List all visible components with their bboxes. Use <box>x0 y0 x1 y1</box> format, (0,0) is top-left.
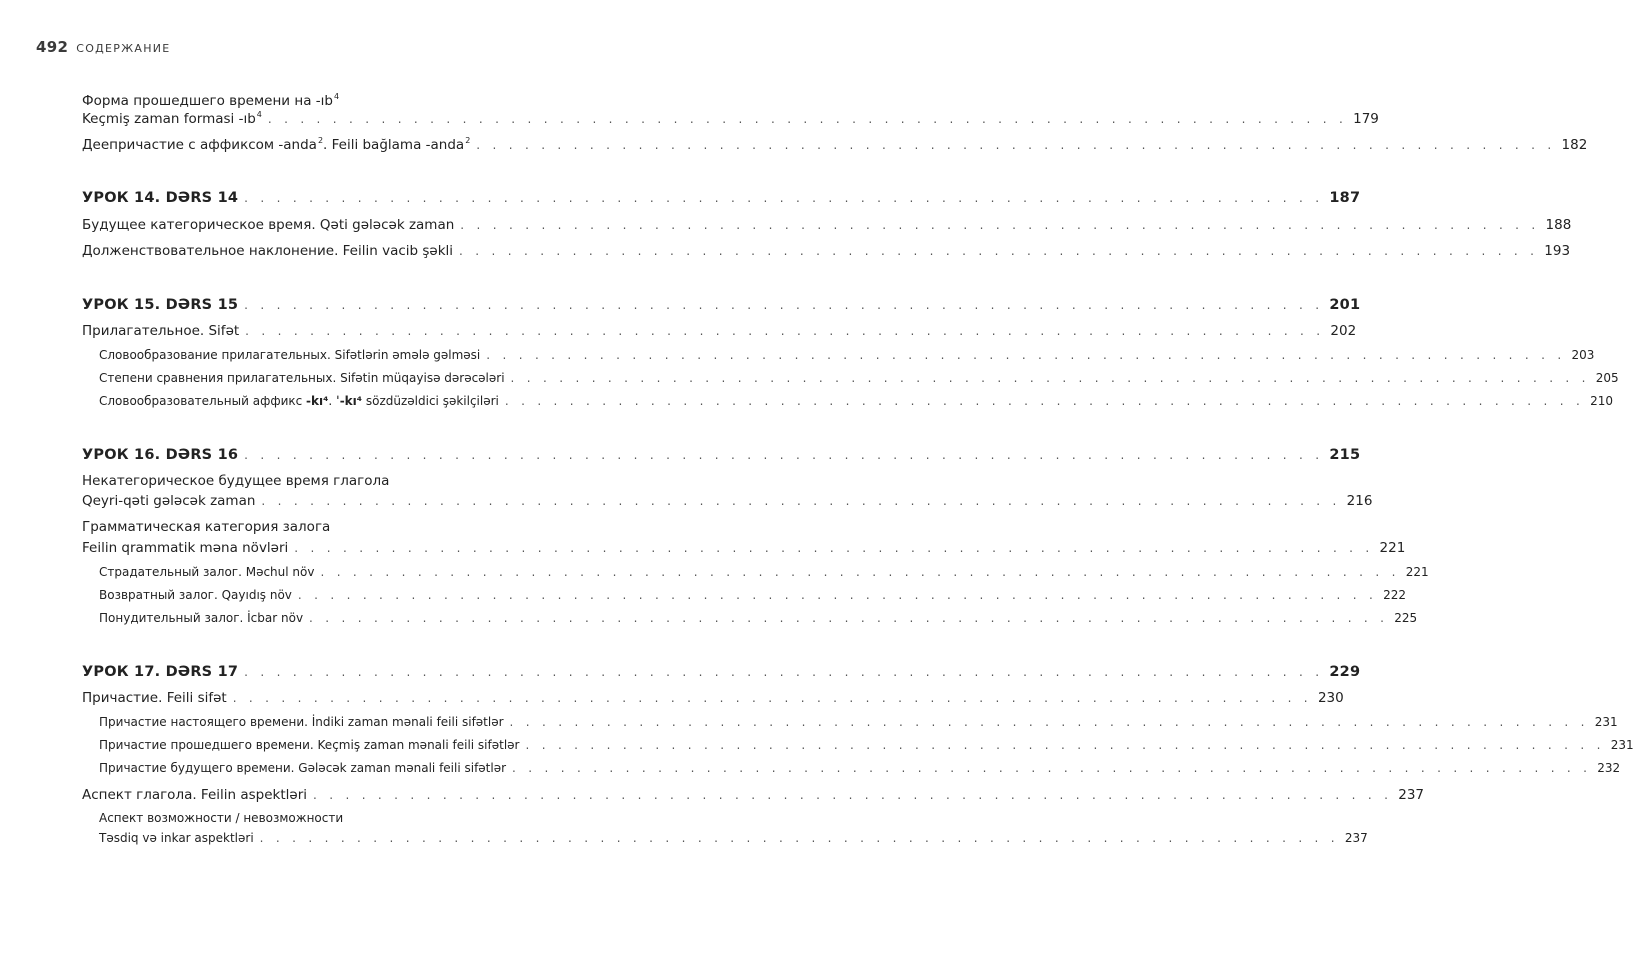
dot-leader: . . . . . . . . . . . . . . . . . . . . . . . . . . . . . . . . . . . . . . . . . . . . . . . . . . . . . . . . . . . . . . . . . . . <box>313 788 1393 802</box>
dot-leader: . . . . . . . . . . . . . . . . . . . . . . . . . . . . . . . . . . . . . . . . . . . . . . . . . . . . . . . . . . . . . . . . . . . <box>510 371 1590 385</box>
dot-leader: . . . . . . . . . . . . . . . . . . . . . . . . . . . . . . . . . . . . . . . . . . . . . . . . . . . . . . . . . . . . . . . . . . . <box>244 665 1324 679</box>
page-header <box>36 38 171 56</box>
toc-entry-label: Понудительный залог. İcbar növ <box>99 611 304 625</box>
toc-entry <box>82 537 1406 560</box>
dot-leader: . . . . . . . . . . . . . . . . . . . . . . . . . . . . . . . . . . . . . . . . . . . . . . . . . . . . . . . . . . . . . . . . . . . <box>309 611 1389 625</box>
toc-entry <box>82 134 1588 157</box>
dot-leader: . . . . . . . . . . . . . . . . . . . . . . . . . . . . . . . . . . . . . . . . . . . . . . . . . . . . . . . . . . . . . . . . . . . <box>297 588 1378 602</box>
dot-leader: . . . . . . . . . . . . . . . . . . . . . . . . . . . . . . . . . . . . . . . . . . . . . . . . . . . . . . . . . . . . . . . . . . . <box>460 218 1540 232</box>
toc-subentry <box>99 367 1619 390</box>
toc-subentry <box>99 607 1418 630</box>
toc-subentry <box>99 711 1618 734</box>
toc-page-number: 179 <box>1353 111 1379 127</box>
toc-entry-label: Причастие будущего времени. Gələcək zaman mənali feili sifətlər <box>99 761 507 775</box>
dot-leader: . . . . . . . . . . . . . . . . . . . . . . . . . . . . . . . . . . . . . . . . . . . . . . . . . . . . . . . . . . . . . . . . . . . <box>459 244 1539 258</box>
toc-entry <box>82 240 1571 263</box>
dot-leader: . . . . . . . . . . . . . . . . . . . . . . . . . . . . . . . . . . . . . . . . . . . . . . . . . . . . . . . . . . . . . . . . . . . <box>294 541 1374 555</box>
toc-entry-label: Степени сравнения прилагательных. Sifətin müqayisə dərəcələri <box>99 371 505 385</box>
dot-leader: . . . . . . . . . . . . . . . . . . . . . . . . . . . . . . . . . . . . . . . . . . . . . . . . . . . . . . . . . . . . . . . . . . . <box>244 191 1324 205</box>
dot-leader: . . . . . . . . . . . . . . . . . . . . . . . . . . . . . . . . . . . . . . . . . . . . . . . . . . . . . . . . . . . . . . . . . . . <box>509 715 1589 729</box>
dot-leader: . . . . . . . . . . . . . . . . . . . . . . . . . . . . . . . . . . . . . . . . . . . . . . . . . . . . . . . . . . . . . . . . . . . <box>244 298 1324 312</box>
toc-page-number: 205 <box>1595 371 1619 385</box>
dot-leader: . . . . . . . . . . . . . . . . . . . . . . . . . . . . . . . . . . . . . . . . . . . . . . . . . . . . . . . . . . . . . . . . . . . <box>525 738 1605 752</box>
toc-entry-label: Причастие настоящего времени. İndiki zaman mənali feili sifətlər <box>99 715 504 729</box>
toc-lesson-heading <box>82 294 1361 317</box>
dot-leader: . . . . . . . . . . . . . . . . . . . . . . . . . . . . . . . . . . . . . . . . . . . . . . . . . . . . . . . . . . . . . . . . . . . <box>259 831 1339 845</box>
toc-subentry <box>99 734 1634 757</box>
dot-leader: . . . . . . . . . . . . . . . . . . . . . . . . . . . . . . . . . . . . . . . . . . . . . . . . . . . . . . . . . . . . . . . . . . . <box>504 394 1585 408</box>
toc-subentry <box>99 561 1429 584</box>
toc-lesson-heading <box>82 444 1361 467</box>
toc-page-number: 215 <box>1329 447 1361 463</box>
toc-page-number: 202 <box>1330 323 1357 339</box>
toc-page-number: 231 <box>1594 715 1618 729</box>
toc-page-number: 232 <box>1597 761 1621 775</box>
toc-page-number: 221 <box>1405 565 1429 579</box>
dot-leader: . . . . . . . . . . . . . . . . . . . . . . . . . . . . . . . . . . . . . . . . . . . . . . . . . . . . . . . . . . . . . . . . . . . <box>320 565 1400 579</box>
toc-entry-label: Деепричастие с аффиксом -anda$^2$. Feili bağlama -anda$^2$ <box>82 136 471 153</box>
toc-page-number: 231 <box>1610 738 1634 752</box>
toc-page-number: 225 <box>1394 611 1418 625</box>
toc-entry-label: Страдательный залог. Məchul növ <box>99 565 315 579</box>
toc-entry-label: Некатегорическое будущее время глагола <box>82 473 390 489</box>
dot-leader: . . . . . . . . . . . . . . . . . . . . . . . . . . . . . . . . . . . . . . . . . . . . . . . . . . . . . . . . . . . . . . . . . . . <box>245 324 1325 338</box>
toc-page-number: 187 <box>1329 190 1361 206</box>
toc-subentry <box>99 390 1613 413</box>
toc-lesson-heading <box>82 661 1361 684</box>
toc-entry-label: Təsdiq və inkar aspektləri <box>99 831 254 845</box>
toc-entry-label: Qeyri-qəti gələcək zaman <box>82 493 256 509</box>
toc-page-number: 203 <box>1571 348 1595 362</box>
toc-entry <box>82 490 1373 513</box>
page-number: 492 <box>36 38 69 56</box>
toc-page-number: 222 <box>1383 588 1407 602</box>
toc-entry-label: Причастие. Feili sifət <box>82 690 227 706</box>
toc-entry-label: УРОК 15. DƏRS 15 <box>82 297 239 313</box>
toc-entry <box>82 108 1379 131</box>
toc-page-number: 230 <box>1317 690 1344 706</box>
toc-entry-label: Возвратный залог. Qayıdış növ <box>99 588 292 602</box>
toc-entry-label: Причастие прошедшего времени. Keçmiş zaman mənali feili sifətlər <box>99 738 520 752</box>
toc-page-number: 237 <box>1344 831 1368 845</box>
toc-subentry <box>99 757 1621 780</box>
toc-entry-label: УРОК 14. DƏRS 14 <box>82 190 239 206</box>
toc-entry-label: Долженствовательное наклонение. Feilin vacib şəkli <box>82 243 454 259</box>
dot-leader: . . . . . . . . . . . . . . . . . . . . . . . . . . . . . . . . . . . . . . . . . . . . . . . . . . . . . . . . . . . . . . . . . . . <box>232 691 1312 705</box>
toc-page-number: 182 <box>1561 137 1588 153</box>
toc-entry-label: Словообразовательный аффикс -kı⁴. ˈ-kı⁴ sözdüzəldici şəkilçiləri <box>99 394 499 408</box>
toc-page-number: 201 <box>1329 297 1361 313</box>
dot-leader: . . . . . . . . . . . . . . . . . . . . . . . . . . . . . . . . . . . . . . . . . . . . . . . . . . . . . . . . . . . . . . . . . . . <box>244 448 1324 462</box>
toc-entry-label: Будущее категорическое время. Qəti gələcək zaman <box>82 217 455 233</box>
toc-entry <box>82 320 1357 343</box>
toc-entry-label: Аспект возможности / невозможности <box>99 811 344 825</box>
toc-entry-label: Прилагательное. Sifət <box>82 323 240 339</box>
toc-page-number: 193 <box>1544 243 1571 259</box>
toc-entry-label: Грамматическая категория залога <box>82 519 331 535</box>
dot-leader: . . . . . . . . . . . . . . . . . . . . . . . . . . . . . . . . . . . . . . . . . . . . . . . . . . . . . . . . . . . . . . . . . . . <box>476 138 1556 152</box>
dot-leader: . . . . . . . . . . . . . . . . . . . . . . . . . . . . . . . . . . . . . . . . . . . . . . . . . . . . . . . . . . . . . . . . . . . <box>486 348 1566 362</box>
toc-entry-label: Форма прошедшего времени на $-ıb^4$ <box>82 92 340 109</box>
toc-lesson-heading <box>82 187 1361 210</box>
dot-leader: . . . . . . . . . . . . . . . . . . . . . . . . . . . . . . . . . . . . . . . . . . . . . . . . . . . . . . . . . . . . . . . . . . . <box>261 494 1341 508</box>
toc-subentry <box>99 344 1595 367</box>
dot-leader: . . . . . . . . . . . . . . . . . . . . . . . . . . . . . . . . . . . . . . . . . . . . . . . . . . . . . . . . . . . . . . . . . . . <box>267 112 1348 126</box>
toc-entry-label: УРОК 16. DƏRS 16 <box>82 447 239 463</box>
toc-subentry <box>99 584 1407 607</box>
toc-entry-label: Feilin qrammatik məna növləri <box>82 540 289 556</box>
toc-entry-label: УРОК 17. DƏRS 17 <box>82 664 239 680</box>
toc-entry <box>82 214 1572 237</box>
toc-entry-label: Аспект глагола. Feilin aspektləri <box>82 787 308 803</box>
toc-page-number: 221 <box>1379 540 1406 556</box>
toc-entry <box>82 784 1425 807</box>
toc-page-number: 229 <box>1329 664 1361 680</box>
dot-leader: . . . . . . . . . . . . . . . . . . . . . . . . . . . . . . . . . . . . . . . . . . . . . . . . . . . . . . . . . . . . . . . . . . . <box>512 761 1592 775</box>
toc-page-number: 216 <box>1346 493 1373 509</box>
toc-entry-label: Словообразование прилагательных. Sifətlərin əmələ gəlməsi <box>99 348 481 362</box>
toc-page-number: 237 <box>1398 787 1425 803</box>
toc-entry-label: Keçmiş zaman formasi $-ıb^4$ <box>82 110 262 127</box>
toc-entry <box>82 516 607 539</box>
toc-page-number: 210 <box>1590 394 1613 408</box>
toc-entry <box>82 687 1344 710</box>
section-title: СОДЕРЖАНИЕ <box>76 42 171 55</box>
toc-page-number: 188 <box>1545 217 1572 233</box>
toc-subentry <box>99 827 1368 850</box>
